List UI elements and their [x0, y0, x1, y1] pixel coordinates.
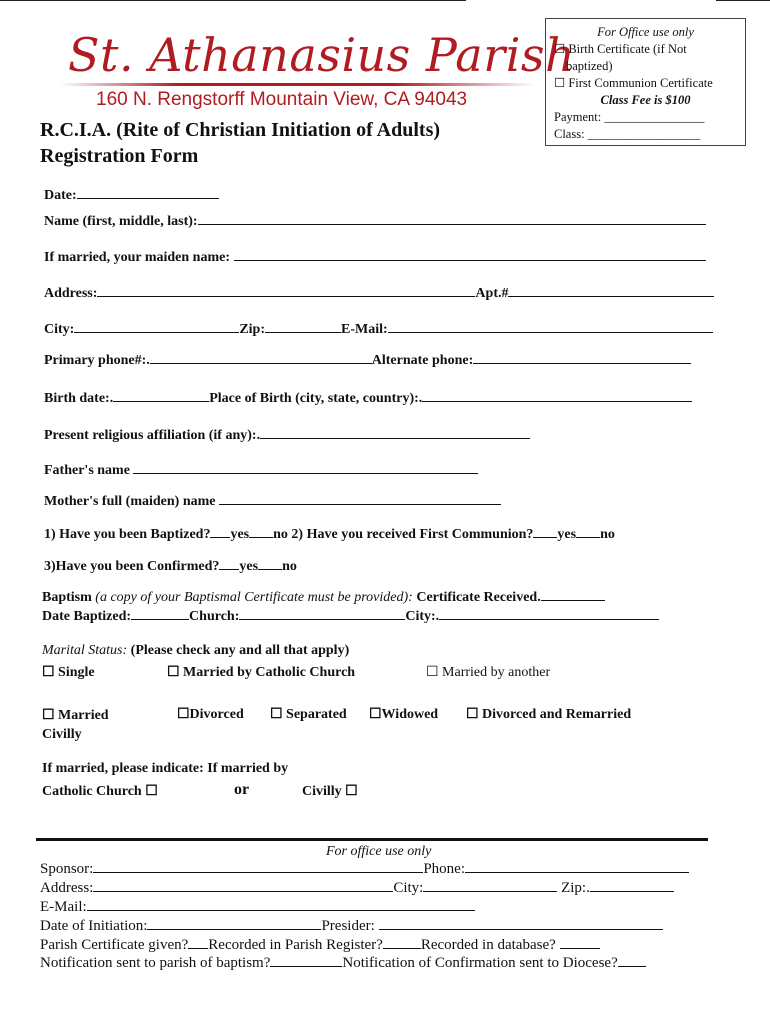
recorded-register-field[interactable] — [383, 935, 421, 949]
certificate-received-label: Certificate Received. — [416, 590, 541, 605]
birth-date-label: Birth date:. — [44, 391, 114, 406]
married-another-checkbox[interactable]: ☐ Married by another — [426, 665, 551, 680]
if-married-label: If married, please indicate: If married by — [42, 761, 289, 776]
birth-certificate-checkbox[interactable]: ☐ Birth Certificate (if Not — [554, 42, 687, 56]
sponsor-zip-field[interactable] — [590, 878, 674, 892]
marital-status-label: Marital Status: — [42, 643, 128, 658]
birth-certificate-note: baptized) — [566, 59, 613, 73]
office-divider — [36, 838, 708, 841]
form-title-line1: R.C.I.A. (Rite of Christian Initiation of Adults) — [40, 119, 441, 141]
questions-row-1 — [44, 524, 615, 543]
certificate-received-field[interactable] — [541, 587, 605, 601]
no-label: no — [600, 527, 615, 542]
or-label: or — [234, 781, 250, 798]
communion-yes-field[interactable] — [533, 524, 557, 538]
catholic-church-checkbox[interactable]: Catholic Church ☐ — [42, 784, 158, 799]
marital-status-row — [42, 643, 349, 659]
yes-label: yes — [557, 527, 577, 542]
religion-field[interactable] — [260, 425, 530, 439]
no-label: no — [282, 559, 297, 574]
form-title — [40, 117, 440, 169]
initiation-row — [40, 916, 663, 935]
address-label: Address: — [44, 286, 98, 301]
office-use-box — [545, 18, 746, 146]
communion-no-field[interactable] — [576, 524, 600, 538]
baptized-yes-field[interactable] — [210, 524, 230, 538]
date-baptized-label: Date Baptized: — [42, 609, 132, 624]
maiden-row — [44, 247, 706, 266]
married-civilly-label-1: ☐ Married — [42, 708, 109, 723]
widowed-checkbox[interactable]: ☐Widowed — [369, 707, 439, 722]
maiden-field[interactable] — [234, 247, 706, 261]
sponsor-email-row — [40, 897, 475, 916]
divorced-checkbox[interactable]: ☐Divorced — [177, 707, 244, 722]
father-row — [44, 460, 478, 479]
email-field[interactable] — [388, 319, 713, 333]
father-field[interactable] — [133, 460, 478, 474]
name-field[interactable] — [198, 211, 706, 225]
no-label: no — [273, 527, 288, 542]
alt-phone-field[interactable] — [473, 350, 691, 364]
phone-field[interactable] — [465, 859, 689, 873]
primary-phone-field[interactable] — [150, 350, 372, 364]
sponsor-address-label: Address: — [40, 880, 94, 896]
confirmed-question: 3)Have you been Confirmed? — [44, 559, 220, 574]
parish-name: St. Athanasius Parish — [68, 28, 576, 82]
alt-phone-label: Alternate phone: — [371, 353, 474, 368]
parish-address: 160 N. Rengstorff Mountain View, CA 94043 — [96, 89, 468, 110]
baptized-no-field[interactable] — [249, 524, 273, 538]
married-civilly-label-2: Civilly — [42, 727, 82, 742]
logo-divider — [60, 83, 536, 86]
sponsor-city-field[interactable] — [423, 878, 557, 892]
father-label: Father's name — [44, 463, 130, 478]
religion-label: Present religious affiliation (if any):. — [44, 428, 261, 443]
birth-date-field[interactable] — [113, 388, 209, 402]
sponsor-zip-label: Zip:. — [561, 880, 590, 896]
birth-place-label: Place of Birth (city, state, country):. — [209, 391, 423, 406]
class-fee: Class Fee is $100 — [600, 93, 691, 107]
sponsor-label: Sponsor: — [40, 861, 94, 877]
married-civilly-checkbox[interactable] — [42, 706, 109, 744]
sponsor-email-label: E-Mail: — [40, 899, 87, 915]
parish-cert-label: Parish Certificate given? — [40, 937, 189, 953]
married-catholic-checkbox[interactable]: ☐ Married by Catholic Church — [167, 665, 356, 680]
baptism-row-2 — [42, 606, 659, 625]
baptism-label: Baptism — [42, 590, 92, 605]
notify-baptism-field[interactable] — [270, 953, 342, 967]
baptized-question: 1) Have you been Baptized? — [44, 527, 211, 542]
notify-baptism-label: Notification sent to parish of baptism? — [40, 955, 271, 971]
yes-label: yes — [230, 527, 250, 542]
confirmed-yes-field[interactable] — [219, 556, 239, 570]
church-label: Church: — [189, 609, 240, 624]
confirmed-no-field[interactable] — [258, 556, 282, 570]
communion-question: 2) Have you received First Communion? — [291, 527, 534, 542]
name-row — [44, 211, 706, 230]
date-row — [44, 185, 219, 204]
yes-label: yes — [239, 559, 259, 574]
sponsor-address-field[interactable] — [93, 878, 393, 892]
religion-row — [44, 425, 530, 444]
single-checkbox[interactable]: ☐ Single — [42, 665, 95, 680]
initiation-field[interactable] — [147, 916, 321, 930]
notify-confirmation-label: Notification of Confirmation sent to Diocese? — [342, 955, 618, 971]
form-title-line2: Registration Form — [40, 145, 199, 167]
date-label: Date: — [44, 188, 77, 203]
office-box-title: For Office use only — [597, 25, 694, 39]
sponsor-field[interactable] — [93, 859, 423, 873]
name-label: Name (first, middle, last): — [44, 214, 198, 229]
marital-instruction: (Please check any and all that apply) — [130, 643, 350, 658]
date-baptized-field[interactable] — [131, 606, 189, 620]
separated-checkbox[interactable]: ☐ Separated — [270, 707, 347, 722]
office-section-title: For office use only — [326, 844, 432, 859]
baptism-city-label: City:. — [405, 609, 440, 624]
primary-phone-label: Primary phone#:. — [44, 353, 150, 368]
zip-field[interactable] — [265, 319, 341, 333]
church-field[interactable] — [239, 606, 405, 620]
mother-label: Mother's full (maiden) name — [44, 494, 216, 509]
civilly-checkbox[interactable]: Civilly ☐ — [302, 784, 358, 799]
baptism-city-field[interactable] — [439, 606, 659, 620]
baptism-row-1 — [42, 587, 605, 606]
questions-row-2 — [44, 556, 297, 575]
initiation-label: Date of Initiation: — [40, 918, 148, 934]
apt-label: Apt.# — [475, 286, 509, 301]
notification-row — [40, 953, 646, 972]
payment-field[interactable]: Payment: ________________ — [554, 110, 705, 124]
sponsor-row — [40, 859, 689, 878]
sponsor-city-label: City: — [393, 880, 424, 896]
maiden-label: If married, your maiden name: — [44, 250, 230, 265]
class-field[interactable]: Class: __________________ — [554, 127, 701, 141]
recorded-db-field[interactable] — [560, 935, 600, 949]
city-field[interactable] — [74, 319, 239, 333]
parish-cert-row — [40, 935, 600, 954]
email-label: E-Mail: — [341, 322, 388, 337]
divorced-remarried-checkbox[interactable]: ☐ Divorced and Remarried — [466, 707, 632, 722]
recorded-db-label: Recorded in database? — [420, 937, 556, 953]
presider-label: Presider: — [321, 918, 375, 934]
presider-field[interactable] — [379, 916, 663, 930]
zip-label: Zip: — [239, 322, 266, 337]
top-rule — [0, 0, 466, 1]
mother-field[interactable] — [219, 491, 501, 505]
city-row — [44, 319, 713, 338]
mother-row — [44, 491, 501, 510]
parish-cert-field[interactable] — [188, 935, 208, 949]
apt-field[interactable] — [508, 283, 714, 297]
address-field[interactable] — [97, 283, 475, 297]
recorded-register-label: Recorded in Parish Register? — [208, 937, 383, 953]
date-field[interactable] — [77, 185, 219, 199]
sponsor-email-field[interactable] — [87, 897, 475, 911]
top-rule-right — [716, 0, 770, 1]
baptism-note: (a copy of your Baptismal Certificate must be provided): — [95, 590, 413, 605]
phone-row — [44, 350, 691, 369]
birth-row — [44, 388, 692, 407]
city-label: City: — [44, 322, 75, 337]
birth-place-field[interactable] — [422, 388, 692, 402]
notify-confirmation-field[interactable] — [618, 953, 646, 967]
first-communion-checkbox[interactable]: ☐ First Communion Certificate — [554, 76, 713, 90]
address-row — [44, 283, 714, 302]
phone-label: Phone: — [423, 861, 466, 877]
sponsor-address-row — [40, 878, 674, 897]
